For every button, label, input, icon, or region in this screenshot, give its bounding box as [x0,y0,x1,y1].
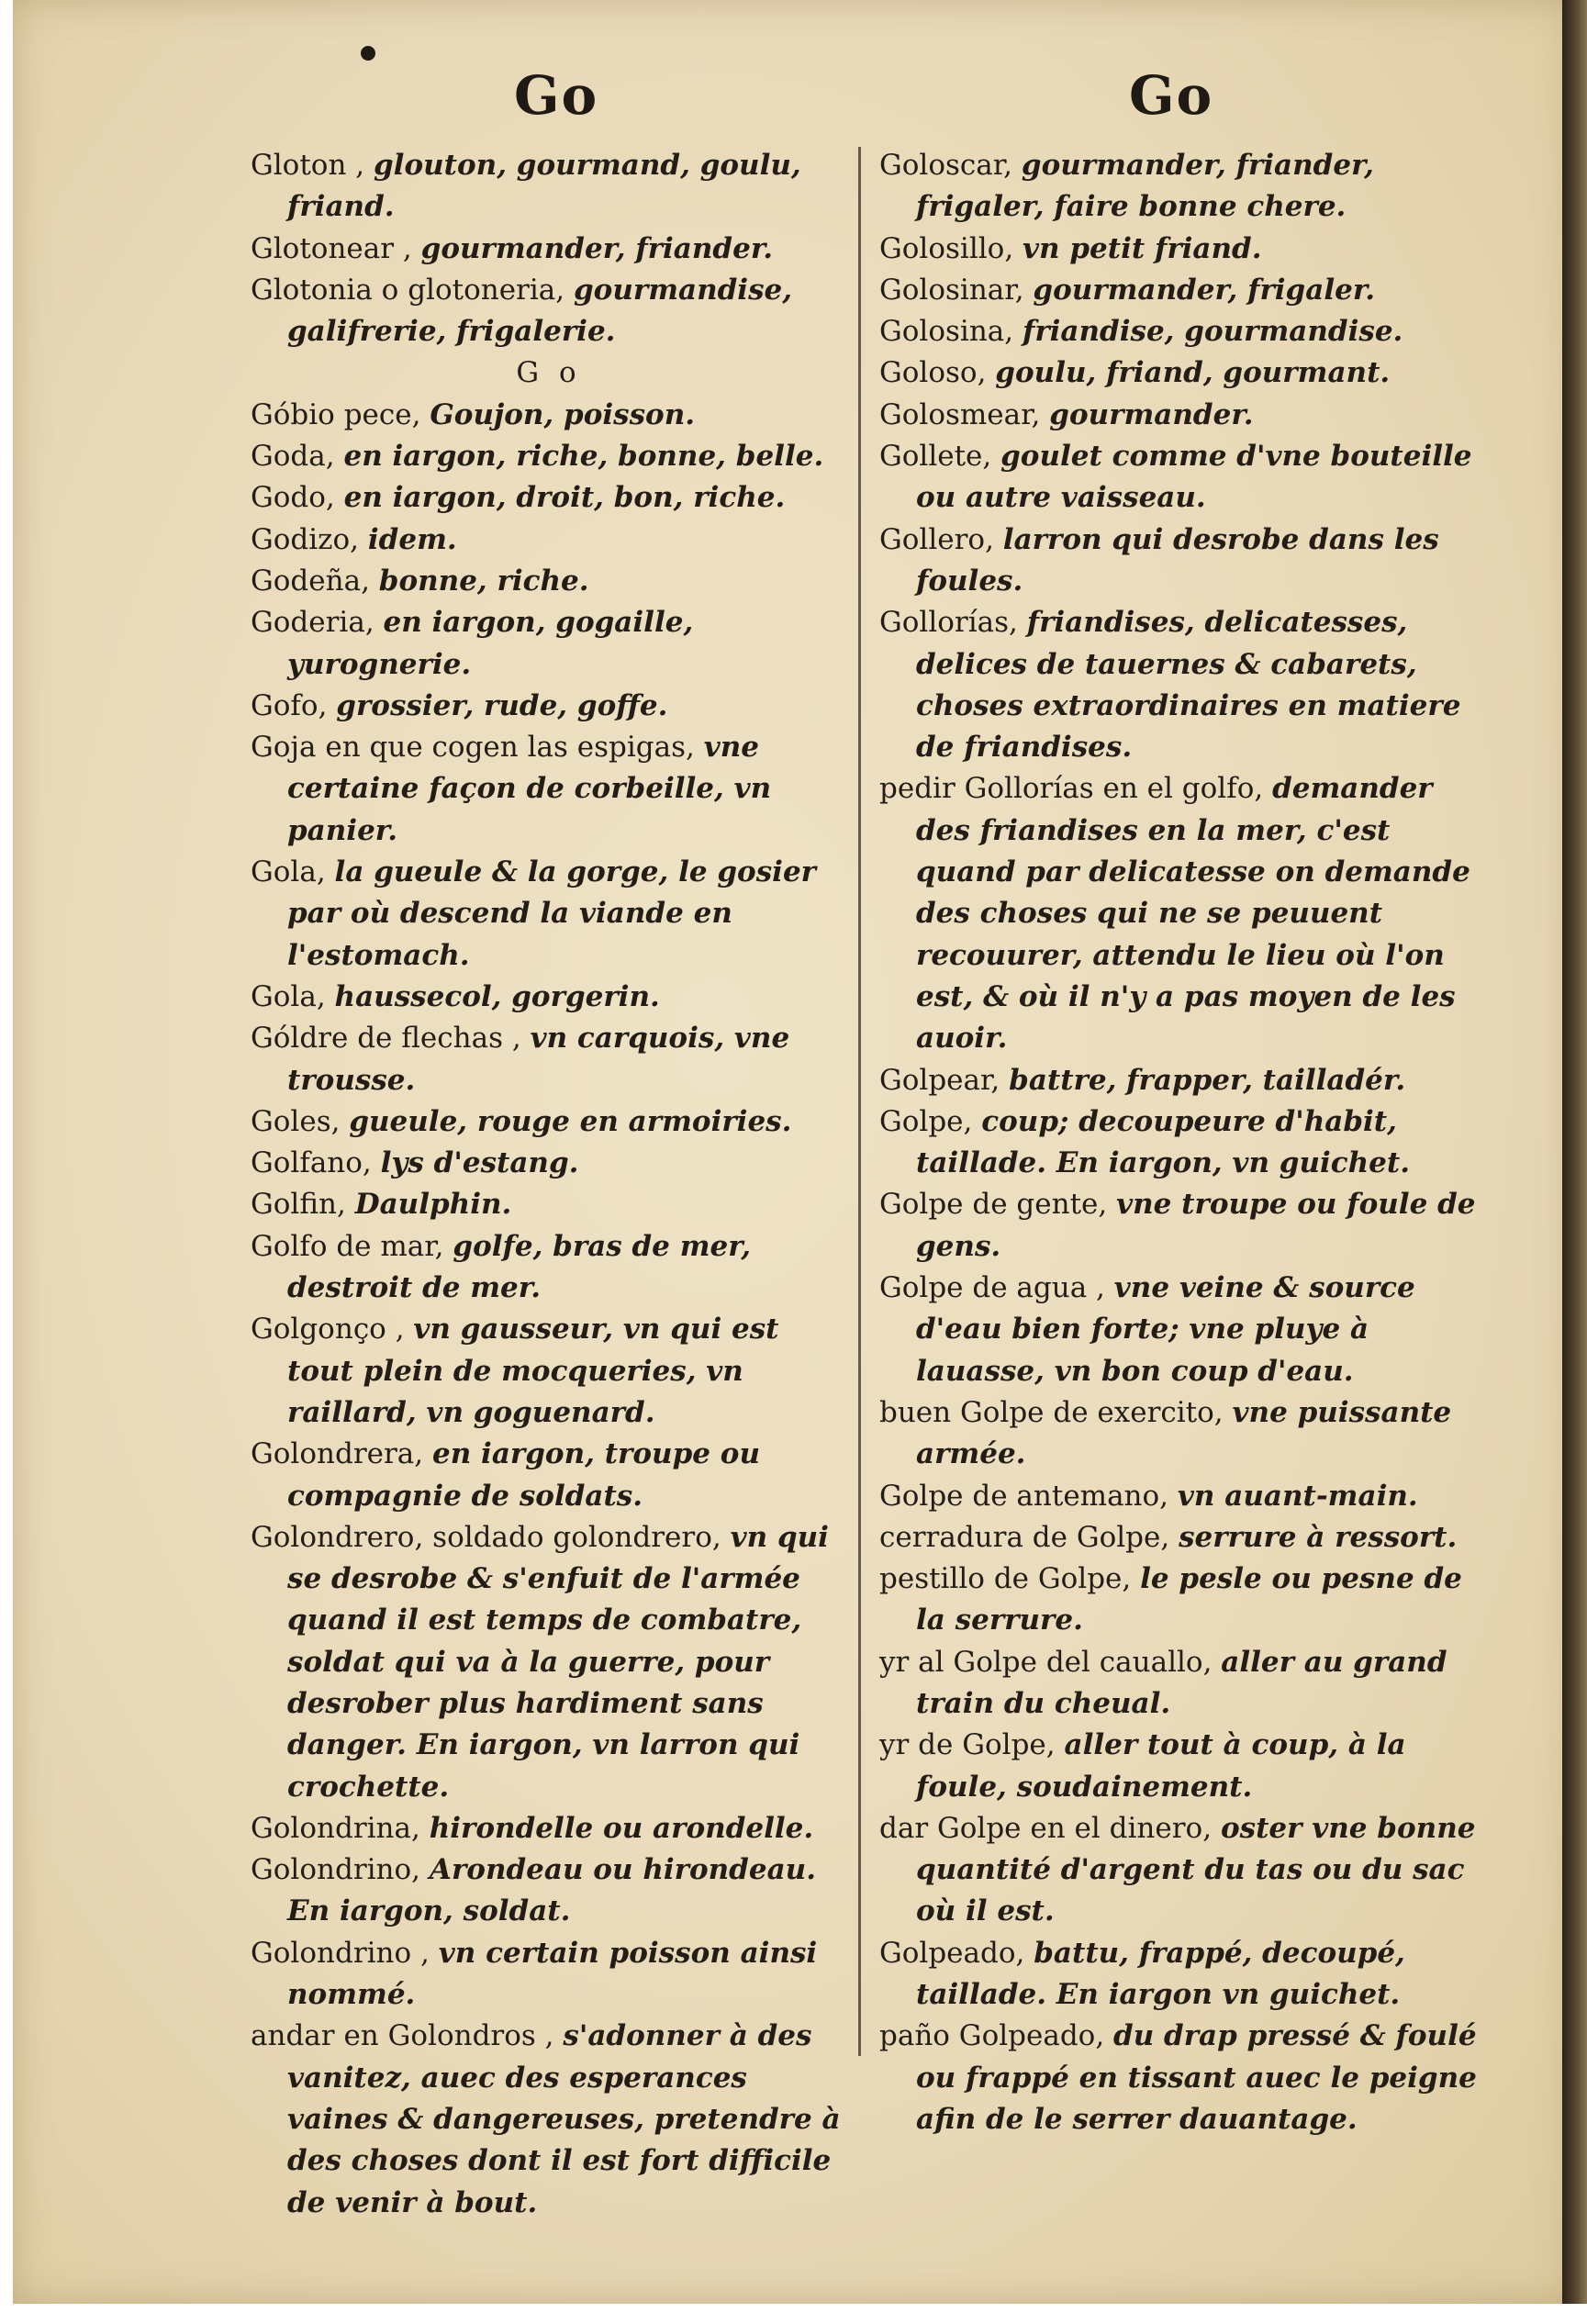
entry-headword: Golpeado, [879,1936,1034,1970]
dictionary-entry [879,436,1494,520]
entry-definition: aller tout à coup, à la foule, soudainement. [916,1728,1406,1804]
entry-headword: Goloso, [879,356,996,390]
dictionary-entry [879,1392,1494,1476]
entry-definition: glouton, gourmand, goulu, friand. [287,149,801,224]
page-edge-shadow [1562,0,1587,2304]
entry-headword: Golpear, [879,1063,1010,1097]
entry-headword: paño Golpeado, [879,2019,1114,2053]
entry-definition: gourmander, friander. [420,231,774,265]
dictionary-entry [879,602,1494,768]
dictionary-entry [251,477,847,519]
entry-definition: le pesle ou pesne de la serrure. [916,1562,1462,1637]
entry-headword: dar Golpe en el dinero, [879,1811,1221,1845]
dictionary-entry [251,1849,847,1933]
dictionary-entry [251,852,847,977]
running-header-left: Go [514,64,599,127]
dictionary-entry [879,520,1494,603]
dictionary-entry [879,1184,1494,1268]
entry-headword: Góldre de flechas , [251,1022,531,1056]
entry-headword: Golfo de mar, [251,1229,453,1263]
entry-headword: Golosmear, [879,397,1050,431]
entry-definition: larron qui desrobe dans les foules. [916,522,1439,598]
dictionary-entry [251,229,847,270]
dictionary-entry [251,602,847,686]
entry-headword: Goloscar, [879,149,1022,182]
entry-definition: battre, frapper, tailladér. [1009,1063,1406,1097]
dictionary-entry [879,145,1494,229]
entry-definition: la gueule & la gorge, le gosier par où descend la viande en l'estomach. [287,855,817,972]
entry-definition: vn auant-main. [1177,1479,1418,1513]
entry-headword: Golosillo, [879,231,1023,265]
dictionary-entry [879,352,1494,394]
dictionary-entry [879,1268,1494,1392]
entry-definition: aller au grand train du cheual. [916,1645,1447,1720]
entry-headword: Gollorías, [879,606,1027,640]
dictionary-entry [879,1101,1494,1185]
entry-headword: pedir Gollorías en el golfo, [879,772,1273,806]
entry-headword: Gofo, [251,688,337,722]
entry-headword: cerradura de Golpe, [879,1520,1179,1554]
entry-definition: haussecol, gorgerin. [334,979,660,1013]
entry-definition: golfe, bras de mer, destroit de mer. [287,1229,752,1305]
section-letter-heading: G o [516,356,582,390]
entry-headword: Gola, [251,855,335,889]
dictionary-entry [251,1226,847,1310]
entry-headword: Glotonia o glotoneria, [251,273,574,307]
dictionary-entry [879,270,1494,311]
entry-definition: demander des friandises en la mer, c'est quand par delicatesse on demande des choses qui ne se peuuent recouurer, attendu le lieu où l'on est, & où il n'y a pas moyen de les auoir. [916,772,1470,1056]
column-divider [858,147,861,2056]
entry-headword: pestillo de Golpe, [879,1562,1141,1596]
entry-definition: gourmander, frigaler. [1033,273,1376,307]
dictionary-entry [251,520,847,561]
entry-headword: yr al Golpe del cauallo, [879,1645,1222,1679]
entry-definition: grossier, rude, goffe. [336,688,668,722]
dictionary-entry [251,436,847,477]
entry-definition: vne puissante armée. [916,1395,1452,1471]
dictionary-entry [251,1143,847,1184]
dictionary-entry [251,727,847,852]
entry-definition: gourmander, friander, frigaler, faire bonne chere. [916,149,1374,224]
entry-definition: en iargon, gogaille, yurognerie. [287,606,694,681]
entry-definition: oster vne bonne quantité d'argent du tas ou du sac où il est. [916,1811,1476,1928]
dictionary-entry [251,270,847,353]
entry-headword: Goderia, [251,606,384,640]
entry-definition: vn petit friand. [1023,231,1262,265]
dictionary-entry [879,229,1494,270]
entry-definition: vne veine & source d'eau bien forte; vne pluye à lauasse, vn bon coup d'eau. [916,1271,1415,1388]
entry-definition: en iargon, troupe ou compagnie de soldats. [287,1437,760,1513]
entry-definition: serrure à ressort. [1179,1520,1458,1554]
entry-headword: Goda, [251,440,344,474]
dictionary-entry [251,2016,847,2223]
running-header-right: Go [1129,64,1214,127]
dictionary-entry [879,1725,1494,1808]
entry-definition: en iargon, droit, bon, riche. [343,481,786,515]
entry-headword: Golpe de agua , [879,1271,1114,1305]
dictionary-entry [879,1642,1494,1726]
entry-headword: Golpe de gente, [879,1188,1117,1222]
dictionary-entry [251,686,847,727]
dictionary-entry [251,1184,847,1225]
entry-definition: en iargon, riche, bonne, belle. [343,440,824,474]
entry-definition: vn qui se desrobe & s'enfuit de l'armée quand il est temps de combatre, soldat qui va à la guerre, pour desrober plus hardiment sans danger. En iargon, vn larron qui crochette. [287,1520,829,1804]
entry-headword: Gollero, [879,522,1003,556]
dictionary-entry [879,2016,1494,2140]
entry-definition: vne certaine façon de corbeille, vn panier. [287,731,772,847]
dictionary-entry [879,1517,1494,1559]
dictionary-entry [251,977,847,1018]
entry-definition: lys d'estang. [380,1146,579,1180]
dictionary-entry [879,1933,1494,2017]
entry-definition: coup; decoupeure d'habit, taillade. En iargon, vn guichet. [916,1104,1411,1180]
entry-definition: Arondeau ou hirondeau. En iargon, soldat. [287,1853,816,1928]
entry-definition: bonne, riche. [378,564,589,598]
entry-headword: Golpe de antemano, [879,1479,1178,1513]
entry-definition: battu, frappé, decoupé, taillade. En iargon vn guichet. [916,1936,1405,2012]
entry-headword: Golfano, [251,1146,381,1180]
entry-headword: Golosinar, [879,273,1034,307]
entry-headword: Golgonço , [251,1313,414,1346]
entry-definition: goulu, friand, gourmant. [995,356,1391,390]
entry-headword: Góbio pece, [251,397,430,431]
dictionary-entry [879,1060,1494,1101]
entry-definition: Daulphin. [354,1188,512,1222]
dictionary-entry [251,145,847,229]
entry-headword: Golondrino, [251,1853,430,1887]
dictionary-entry [251,1101,847,1143]
dictionary-entry [251,1018,847,1101]
entry-headword: Golfin, [251,1188,355,1222]
dictionary-entry [879,395,1494,436]
entry-headword: Gola, [251,979,335,1013]
entry-definition: friandises, delicatesses, delices de tauernes & cabarets, choses extraordinaires en matiere de friandises. [916,606,1461,765]
entry-headword: Golpe, [879,1104,982,1138]
ink-spot [361,46,375,61]
dictionary-entry [879,1808,1494,1933]
entry-headword: buen Golpe de exercito, [879,1395,1233,1429]
entry-headword: Golondrera, [251,1437,432,1471]
dictionary-entry [251,1309,847,1434]
dictionary-entry [879,311,1494,352]
entry-definition: gourmander. [1049,397,1254,431]
left-column [251,145,847,2224]
entry-definition: friandise, gourmandise. [1022,315,1403,349]
right-column [879,145,1494,2140]
entry-definition: vn certain poisson ainsi nommé. [287,1936,818,2012]
entry-definition: hirondelle ou arondelle. [429,1811,814,1845]
entry-headword: Godizo, [251,522,368,556]
entry-definition: s'adonner à des vanitez, auec des esperances vaines & dangereuses, pretendre à des choses dont il est fort difficile de venir à bout. [287,2019,841,2219]
entry-definition: goulet comme d'vne bouteille ou autre vaisseau. [916,440,1472,515]
dictionary-entry [251,1933,847,2017]
entry-definition: vn gausseur, vn qui est tout plein de mocqueries, vn raillard, vn goguenard. [287,1313,779,1429]
entry-definition: vn carquois, vne trousse. [287,1022,790,1097]
entry-definition: Goujon, poisson. [430,397,696,431]
entry-headword: Golosina, [879,315,1023,349]
entry-definition: idem. [367,522,457,556]
dictionary-entry [251,561,847,602]
entry-headword: Goles, [251,1104,350,1138]
dictionary-entry [251,395,847,436]
entry-headword: Glotonear , [251,231,421,265]
entry-headword: yr de Golpe, [879,1728,1065,1762]
entry-definition: vne troupe ou foule de gens. [916,1188,1476,1263]
entry-headword: Godeña, [251,564,379,598]
entry-headword: Golondrino , [251,1936,439,1970]
dictionary-entry [879,1476,1494,1517]
entry-definition: gourmandise, galifrerie, frigalerie. [287,273,793,349]
entry-headword: Goja en que cogen las espigas, [251,731,704,765]
entry-headword: andar en Golondros , [251,2019,564,2053]
dictionary-entry [879,768,1494,1059]
entry-headword: Golondrero, soldado golondrero, [251,1520,731,1554]
entry-definition: gueule, rouge en armoiries. [349,1104,792,1138]
entry-headword: Godo, [251,481,344,515]
entry-headword: Golondrina, [251,1811,430,1845]
entry-definition: du drap pressé & foulé ou frappé en tissant auec le peigne afin de le serrer dauantage. [916,2019,1477,2136]
entry-headword: Gloton , [251,149,374,182]
entry-headword: Gollete, [879,440,1001,474]
dictionary-entry [251,1517,847,1808]
dictionary-entry [251,1808,847,1849]
dictionary-entry [251,1434,847,1517]
dictionary-entry [879,1559,1494,1642]
